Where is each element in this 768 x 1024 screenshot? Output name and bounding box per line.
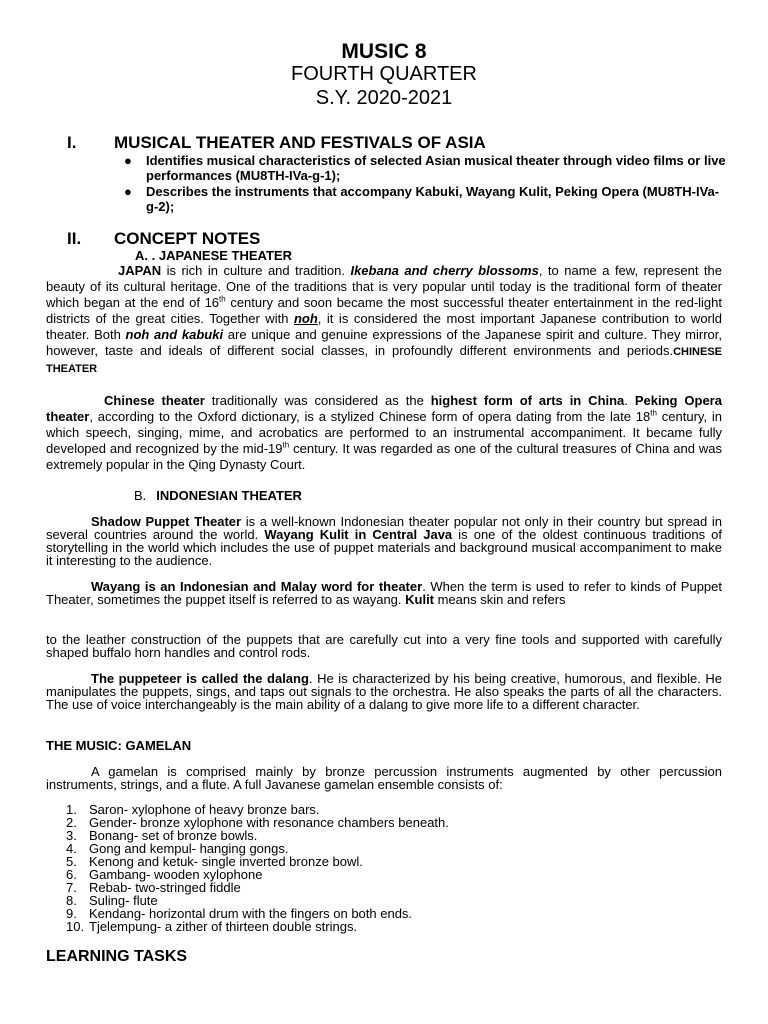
japanese-paragraph: JAPAN is rich in culture and tradition. Ikebana and cherry blossoms, to name a few, represent the beauty of its cultural heritage. One of the traditions that is very popular until today is the traditional form of theater which began at the end of 16th century and soon became the most successful theater entertainment in the red-light districts of the great cities. Together with noh, it is considered the most important Japanese contribution to world theater. Both noh and kabuki are unique and genuine expressions of the Japanese spirit and culture. They mirror, however, taste and ideals of different social classes, in profoundly different environments and periods.CHINESE THEATER: [46, 263, 723, 375]
document-page: MUSIC 8 FOURTH QUARTER S.Y. 2020-2021 I. MUSICAL THEATER AND FESTIVALS OF ASIA ● Identifies musical characteristics of selected Asian musical theater through video films or live performances (MU8TH-IVa-g-1); ● Describes the instruments that accompany Kabuki, Wayang Kulit, Peking Opera (MU8TH-IVa-g-2); II. CONCEPT NOTES A. . JAPANESE THEATER JAPAN is rich in culture and tradition. Ikebana and cherry blossoms, to name a few, represent the beauty of its cultural heritage. One of the traditions that is very popular until today is the traditional form of theater which began at the end of 16th century and soon became the most successful theater entertainment in the red-light districts of the great cities. Together with noh, it is considered the most important Japanese contribution to world theater. Both noh and kabuki are unique and genuine expressions of the Japanese spirit and culture. They mirror, however, taste and ideals of different social classes, in profoundly different environments and periods.CHINESE THEATER Chinese theater traditionally was considered as the highest form of arts in China. Peking Opera theater, according to the Oxford dictionary, is a stylized Chinese form of opera dating from the late 18th century, in which speech, singing, mime, and acrobatics are performed to an instrumental accompaniment. It became fully developed and recognized by the mid-19th century. It was regarded as one of the cultural treasures of China and was extremely popular in the Qing Dynasty Court. B. INDONESIAN THEATER Shadow Puppet Theater is a well-known Indonesian theater popular not only in their country but spread in several countries around the world. Wayang Kulit in Central Java is one of the oldest continuous traditions of storytelling in the world which includes the use of puppet materials and background musical accompaniment to make it interesting to the audience. Wayang is an Indonesian and Malay word for theater. When the term is used to refer to kinds of Puppet Theater, sometimes the puppet itself is referred to as wayang. Kulit means skin and refers to the leather construction of the puppets that are carefully cut into a very fine tools and supported with carefully shaped buffalo horn handles and control rods. The puppeteer is called the dalang. He is characterized by his being creative, humorous, and flexible. He manipulates the puppets, sings, and taps out signals to the orchestra. He also speaks the parts of all the characters. The use of voice interchangeably is the main ability of a dalang to give more life to a different character. THE MUSIC: GAMELAN A gamelan is comprised mainly by bronze percussion instruments augmented by other percussion instruments, strings, and a flute. A full Javanese gamelan ensemble consists of: 1. Saron- xylophone of heavy bronze bars. 2. Gender- bronze xylophone with resonance chambers beneath. 3. Bonang- set of bronze bowls. 4. Gong and kempul- hanging gongs. 5. Kenong and ketuk- single inverted bronze bowl. 6. Gambang- wooden xylophone 7. Rebab- two-stringed fiddle 8. Suling- flute 9. Kendang- horizontal drum with the fingers on both ends. 10. Tjelempung- a zither of thirteen double strings. LEARNING TASKS: [0, 0, 768, 1024]
section-2-number: II.: [67, 229, 82, 248]
gamelan-intro: A gamelan is comprised mainly by bronze percussion instruments augmented by other percussion instruments, strings, and a flute. A full Javanese gamelan ensemble consists of:: [46, 764, 722, 792]
leather-paragraph: to the leather construction of the puppets that are carefully cut into a very fine tools and supported with carefully shaped buffalo horn handles and control rods.: [46, 632, 722, 660]
dalang-paragraph: The puppeteer is called the dalang. He is characterized by his being creative, humorous, and flexible. He manipulates the puppets, sings, and taps out signals to the orchestra. He also speaks the parts of all the characters. The use of voice interchangeably is the main ability of a dalang to give more life to a different character.: [46, 671, 722, 712]
learning-tasks-heading: LEARNING TASKS: [46, 948, 188, 965]
indonesian-theater-heading: B. INDONESIAN THEATER: [134, 488, 302, 503]
chinese-paragraph: Chinese theater traditionally was considered as the highest form of arts in China. Peking Opera theater, according to the Oxford dictionary, is a stylized Chinese form of opera dating from the late 18th century, in which speech, singing, mime, and acrobatics are performed to an instrumental accompaniment. It became fully developed and recognized by the mid-19th century. It was regarded as one of the cultural treasures of China and was extremely popular in the Qing Dynasty Court.: [46, 393, 722, 472]
shadow-puppet-paragraph: Shadow Puppet Theater is a well-known Indonesian theater popular not only in their country but spread in several countries around the world. Wayang Kulit in Central Java is one of the oldest continuous traditions of storytelling in the world which includes the use of puppet materials and background musical accompaniment to make it interesting to the audience.: [46, 514, 722, 568]
section-2-title: CONCEPT NOTES: [114, 229, 261, 248]
doc-school-year: S.Y. 2020-2021: [315, 87, 453, 109]
objective-text: Describes the instruments that accompany Kabuki, Wayang Kulit, Peking Opera (MU8TH-IVa-g-2);: [146, 184, 720, 214]
objective-bullet: [124, 184, 726, 214]
wayang-paragraph: Wayang is an Indonesian and Malay word for theater. When the term is used to refer to kinds of Puppet Theater, sometimes the puppet itself is referred to as wayang. Kulit means skin and refers: [46, 579, 723, 607]
doc-quarter: FOURTH QUARTER: [291, 63, 477, 85]
japanese-theater-heading: A. . JAPANESE THEATER: [135, 248, 292, 263]
objective-text: Identifies musical characteristics of selected Asian musical theater through video films or live performances (MU8TH-IVa-g-1);: [146, 153, 726, 183]
objective-bullet: [124, 153, 726, 183]
doc-title: MUSIC 8: [341, 40, 427, 63]
gamelan-heading: THE MUSIC: GAMELAN: [46, 738, 192, 753]
section-1-number: I.: [67, 133, 77, 152]
section-1-title: MUSICAL THEATER AND FESTIVALS OF ASIA: [114, 133, 486, 152]
bullet-icon: ●: [124, 184, 132, 199]
bullet-icon: ●: [124, 153, 132, 168]
